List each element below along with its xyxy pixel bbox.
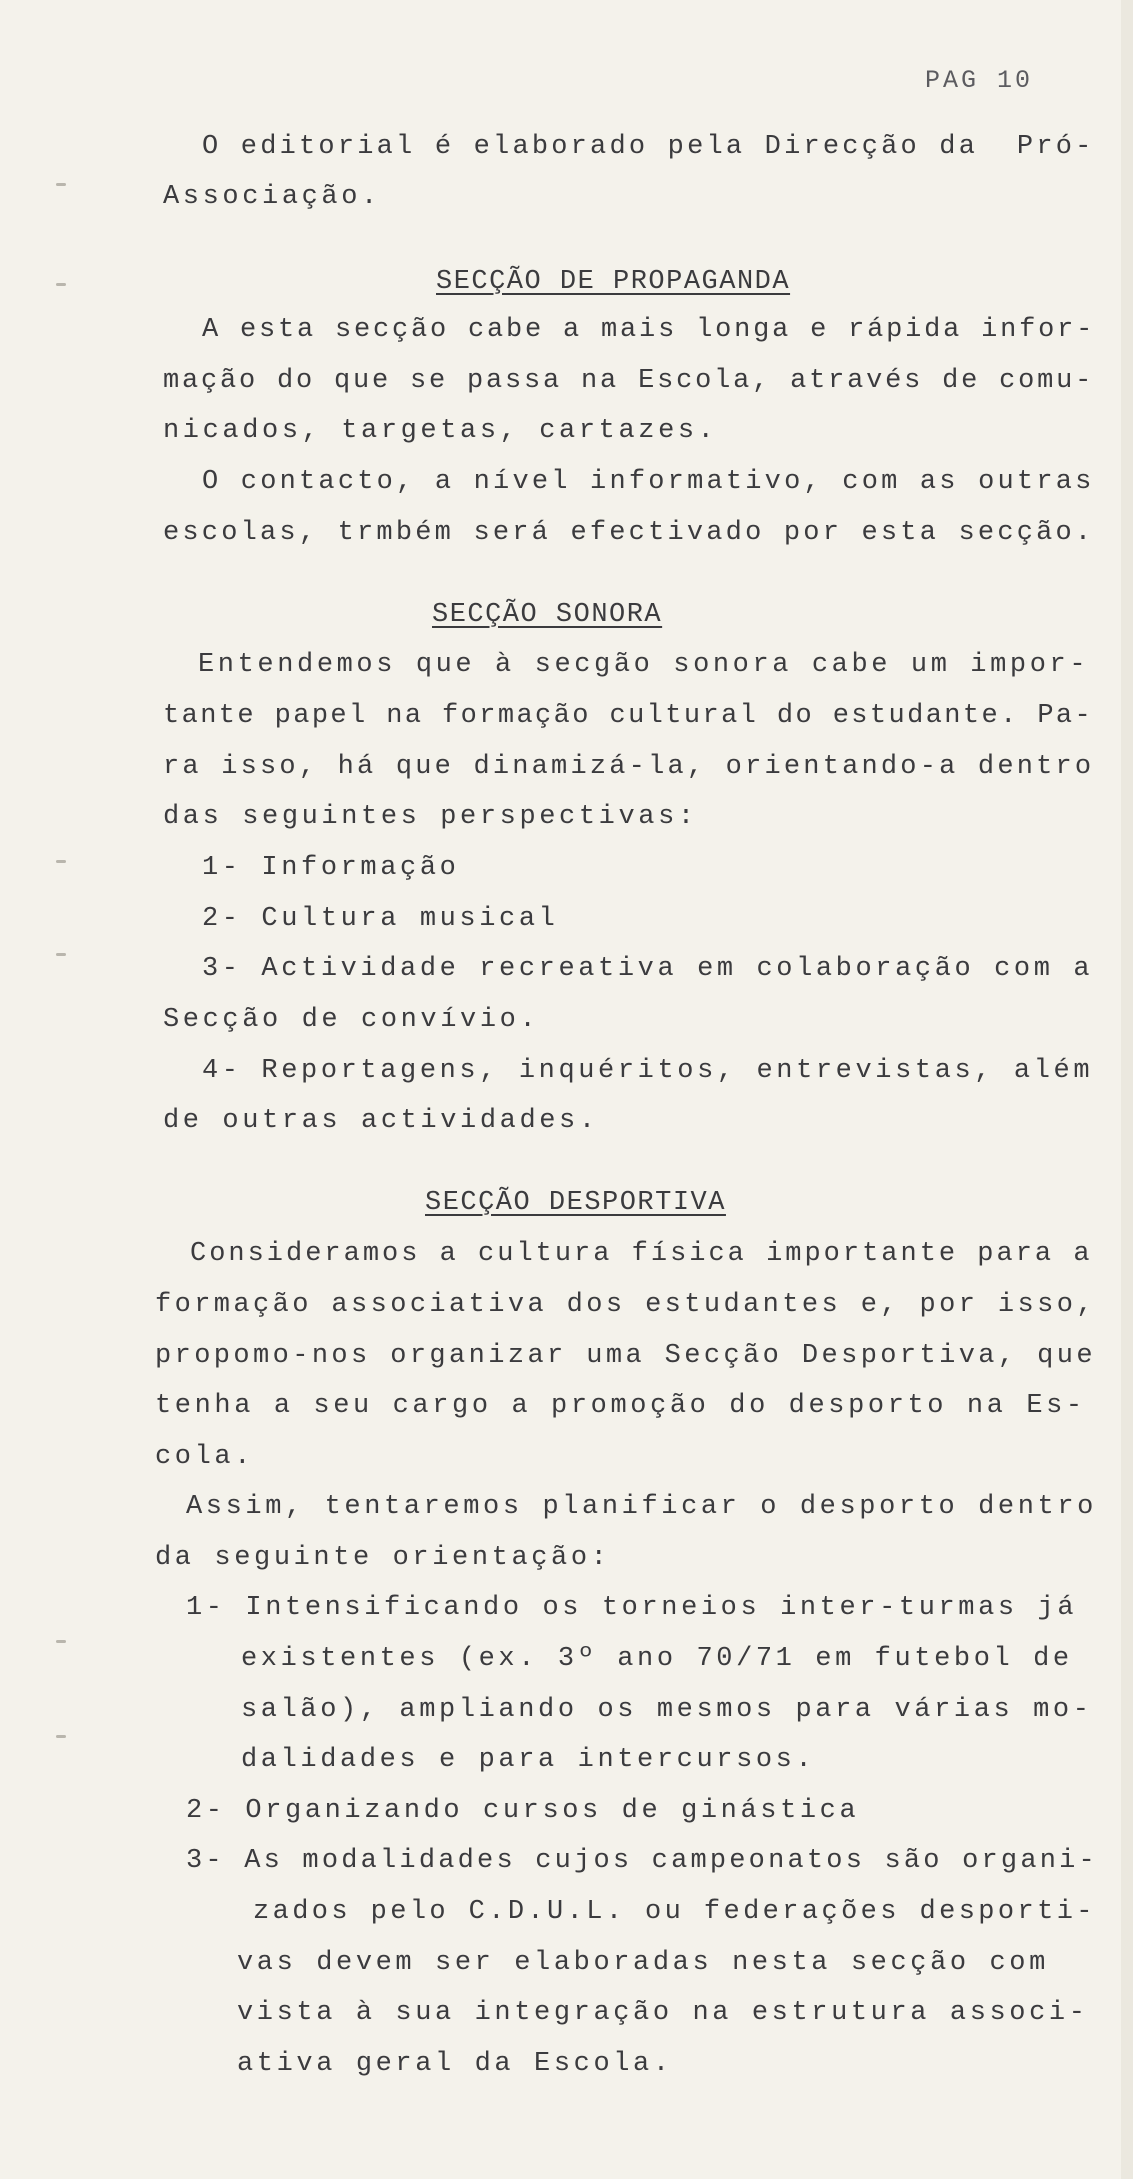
text-line: ra isso, há que dinamizá-la, orientando-a dentro bbox=[163, 752, 1095, 782]
text-line: Consideramos a cultura física importante para a bbox=[190, 1239, 1093, 1269]
text-line: existentes (ex. 3º ano 70/71 em futebol de bbox=[241, 1644, 1073, 1674]
text-line: da seguinte orientação: bbox=[155, 1543, 611, 1573]
list-item: 2- Organizando cursos de ginástica bbox=[186, 1796, 860, 1826]
text-line: cola. bbox=[155, 1442, 255, 1472]
margin-mark bbox=[56, 283, 66, 286]
text-line: dalidades e para intercursos. bbox=[241, 1745, 816, 1775]
text-line: O editorial é elaborado pela Direcção da Pró- bbox=[202, 132, 1095, 162]
margin-mark bbox=[56, 860, 66, 863]
text-line: vas devem ser elaboradas nesta secção com bbox=[237, 1948, 1049, 1978]
list-item: 1- Intensificando os torneios inter-turmas já bbox=[186, 1593, 1078, 1623]
list-item: 4- Reportagens, inquéritos, entrevistas, além bbox=[202, 1056, 1094, 1086]
margin-mark bbox=[56, 183, 66, 186]
section-heading-propaganda: SECÇÃO DE PROPAGANDA bbox=[436, 267, 791, 297]
text-line: tenha a seu cargo a promoção do desporto na Es- bbox=[155, 1391, 1086, 1421]
text-line: escolas, trmbém será efectivado por esta secção. bbox=[163, 518, 1095, 548]
text-line: propomo-nos organizar uma Secção Desportiva, que bbox=[155, 1341, 1096, 1371]
list-item: 2- Cultura musical bbox=[202, 904, 559, 934]
text-line: A esta secção cabe a mais longa e rápida infor- bbox=[202, 315, 1096, 345]
text-line: Assim, tentaremos planificar o desporto dentro bbox=[186, 1492, 1097, 1522]
margin-mark bbox=[56, 1640, 66, 1643]
text-line: de outras actividades. bbox=[163, 1106, 599, 1136]
section-heading-desportiva: SECÇÃO DESPORTIVA bbox=[425, 1188, 726, 1218]
text-line: O contacto, a nível informativo, com as outras bbox=[202, 467, 1095, 497]
text-line: Entendemos que à secgão sonora cabe um impor- bbox=[198, 650, 1090, 680]
text-line: salão), ampliando os mesmos para várias mo- bbox=[241, 1695, 1093, 1725]
paper-edge bbox=[1121, 0, 1133, 2179]
text-line: zados pelo C.D.U.L. ou federações desporti- bbox=[253, 1897, 1096, 1927]
text-line: mação do que se passa na Escola, através de comu- bbox=[163, 366, 1095, 396]
text-line: tante papel na formação cultural do estudante. Pa- bbox=[163, 701, 1094, 731]
text-line: Secção de convívio. bbox=[163, 1005, 540, 1035]
text-line: vista à sua integração na estrutura associ- bbox=[237, 1998, 1089, 2028]
text-line: nicados, targetas, cartazes. bbox=[163, 416, 718, 446]
text-line: ativa geral da Escola. bbox=[237, 2049, 673, 2079]
list-item: 3- As modalidades cujos campeonatos são organi- bbox=[186, 1846, 1098, 1876]
list-item: 1- Informação bbox=[202, 853, 460, 883]
text-line: Associação. bbox=[163, 182, 381, 212]
margin-mark bbox=[56, 1735, 66, 1738]
text-line: das seguintes perspectivas: bbox=[163, 802, 698, 832]
margin-mark bbox=[56, 953, 66, 956]
page-number: PAG 10 bbox=[925, 66, 1034, 95]
text-line: formação associativa dos estudantes e, por isso, bbox=[155, 1290, 1096, 1320]
list-item: 3- Actividade recreativa em colaboração com a bbox=[202, 954, 1094, 984]
section-heading-sonora: SECÇÃO SONORA bbox=[432, 600, 663, 630]
